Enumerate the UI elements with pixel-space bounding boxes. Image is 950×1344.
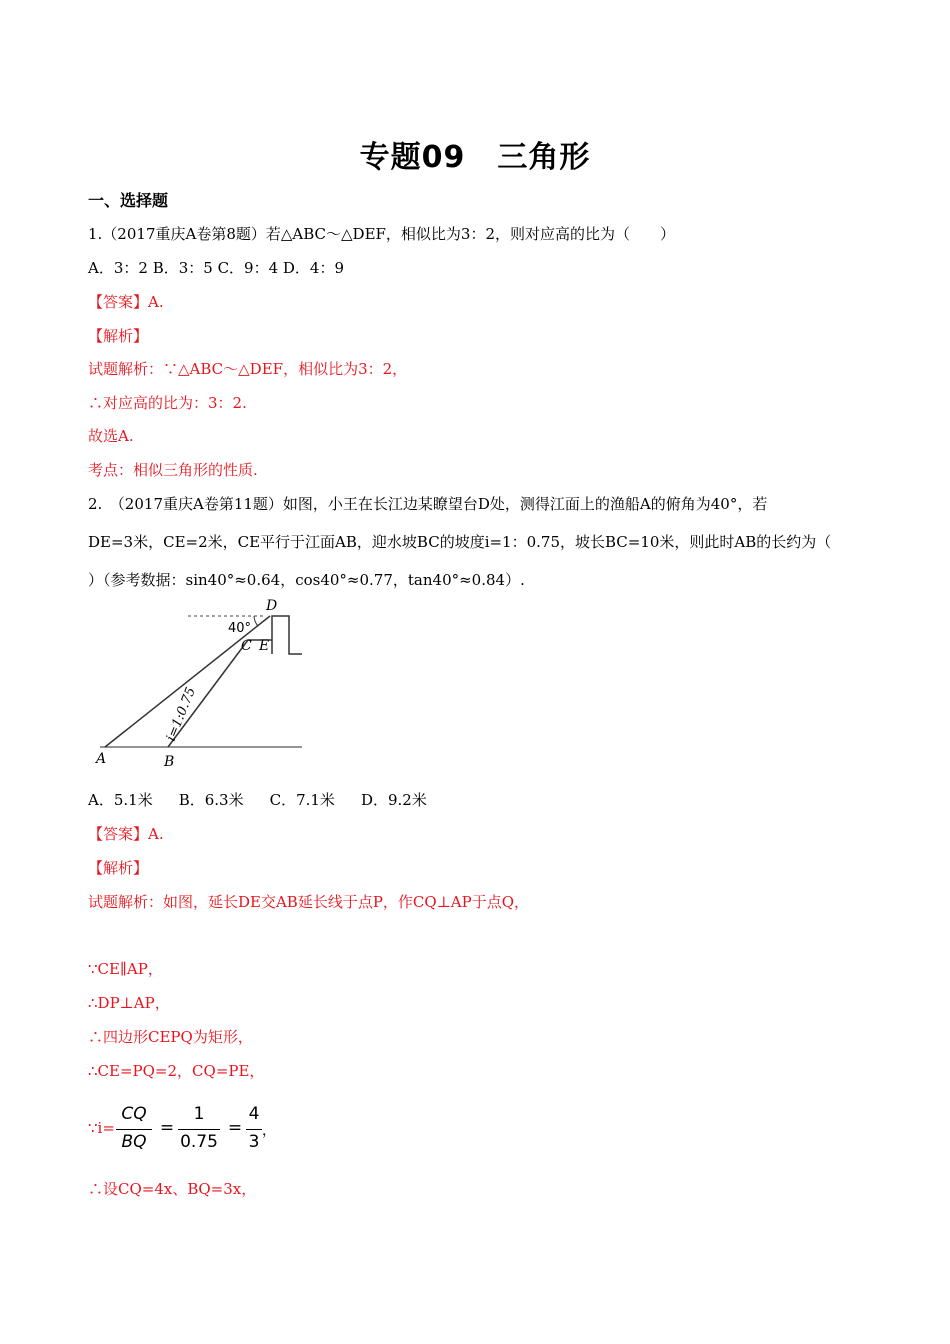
q1-analysis-line: 试题解析：∵△ABC～△DEF，相似比为3：2， — [88, 360, 408, 378]
label-b: B — [164, 754, 175, 770]
q2-stem-line: 2. （2017重庆A卷第11题）如图，小王在长江边某瞭望台D处，测得江面上的渔船A的俯角为40°，若 — [88, 495, 768, 513]
formula-eq2: = — [227, 1118, 243, 1138]
q1-analysis-label: 【解析】 — [88, 327, 149, 345]
label-d: D — [266, 598, 278, 614]
page-title — [0, 132, 950, 176]
q2-answer: 【答案】A. — [88, 825, 164, 843]
q2-last-line: ∴设CQ=4x、BQ=3x， — [88, 1180, 257, 1198]
q2-stem-line: ）（参考数据：sin40°≈0.64，cos40°≈0.77，tan40°≈0.84）. — [88, 571, 525, 589]
q2-stem-line: DE=3米，CE=2米，CE平行于江面AB，迎水坡BC的坡度i=1：0.75，坡长BC=10米，则此时AB的长约为（ — [88, 533, 832, 551]
q1-stem: 1.（2017重庆A卷第8题）若△ABC～△DEF，相似比为3：2，则对应高的比为（ ） — [88, 225, 676, 243]
q1-analysis-line: 考点：相似三角形的性质. — [88, 461, 258, 479]
formula-num1: CQ — [121, 1104, 147, 1124]
formula-den1: BQ — [121, 1132, 147, 1152]
label-slope: i=1:0.75 — [163, 685, 199, 744]
fraction-bar — [178, 1129, 220, 1130]
platform-outline — [272, 616, 302, 654]
q1-analysis-line: 故选A. — [88, 427, 134, 445]
angle-arc — [254, 616, 258, 626]
label-a: A — [96, 751, 107, 767]
q2-step: ∴CE=PQ=2，CQ=PE， — [88, 1062, 265, 1080]
section-heading: 一、选择题 — [88, 191, 169, 210]
q2-options — [88, 790, 453, 810]
q2-analysis-label: 【解析】 — [88, 859, 149, 877]
formula-prefix: ∵i= — [88, 1119, 115, 1137]
q1-analysis-line: ∴对应高的比为：3：2. — [88, 394, 247, 412]
formula-den3: 3 — [248, 1132, 260, 1152]
q2-option-d: D．9.2米 — [360, 791, 427, 809]
q1-options: A．3：2 B．3：5 C．9：4 D．4：9 — [88, 259, 345, 277]
q2-option-b: B．6.3米 — [178, 791, 244, 809]
q2-step: ∴四边形CEPQ为矩形， — [88, 1028, 253, 1046]
q2-step: ∴DP⊥AP， — [88, 994, 170, 1012]
q2-step: ∵CE∥AP， — [88, 960, 163, 978]
label-c: C — [241, 638, 252, 654]
formula-num3: 4 — [248, 1104, 260, 1124]
title-main: 专题09 — [359, 140, 466, 175]
q2-option-c: C．7.1米 — [269, 791, 335, 809]
fraction-bar — [116, 1129, 152, 1130]
fraction-bar — [246, 1129, 262, 1130]
formula-eq1: = — [159, 1118, 175, 1138]
q1-answer: 【答案】A. — [88, 293, 164, 311]
q2-figure — [90, 596, 310, 771]
q2-analysis-intro: 试题解析：如图，延长DE交AB延长线于点P，作CQ⊥AP于点Q， — [88, 893, 530, 911]
label-e: E — [259, 638, 270, 654]
label-angle: 40° — [228, 621, 252, 636]
formula-den2: 0.75 — [180, 1132, 218, 1152]
formula-suffix: ， — [262, 1123, 276, 1139]
formula-num2: 1 — [193, 1104, 205, 1124]
q2-option-a: A．5.1米 — [88, 791, 153, 809]
title-sub: 三角形 — [497, 140, 591, 175]
